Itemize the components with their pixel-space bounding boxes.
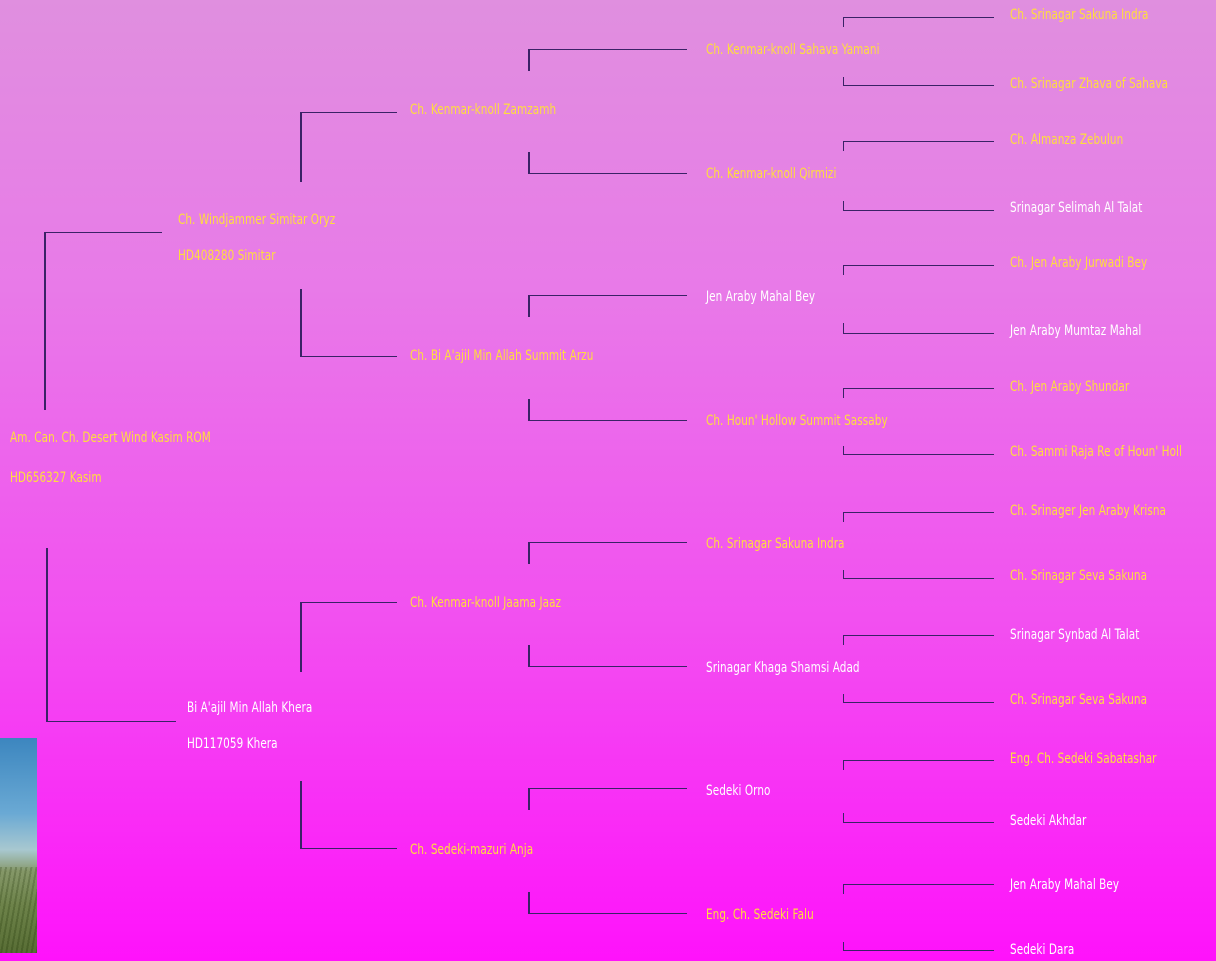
connector [843,201,844,210]
great-great-grandparent-name: Ch. Jen Araby Shundar [1010,379,1130,395]
connector [528,913,687,914]
connector [843,635,994,636]
great-great-grandparent-name: Srinagar Selimah Al Talat [1010,200,1143,216]
connector [843,77,844,85]
connector [843,813,844,822]
connector [843,265,844,275]
sire-name: Ch. Windjammer Simitar Oryz [178,212,336,228]
great-great-grandparent-name: Ch. Srinagar Seva Sakuna [1010,568,1148,584]
great-great-grandparent-name: Ch. Srinager Jen Araby Krisna [1010,503,1167,519]
great-grandparent-name: Srinagar Khaga Shamsi Adad [706,660,860,676]
great-great-grandparent-name: Ch. Almanza Zebulun [1010,132,1124,148]
great-great-grandparent-name: Ch. Sammi Raja Re of Houn' Holl [1010,444,1183,460]
connector [46,721,176,722]
great-grandparent-name: Ch. Srinagar Sakuna Indra [706,536,845,552]
connector [843,265,994,266]
grandparent-name: Ch. Bi A'ajil Min Allah Summit Arzu [410,348,594,364]
great-grandparent-name: Jen Araby Mahal Bey [706,289,816,305]
great-grandparent-name: Ch. Kenmar-knoll Qirmizi [706,166,837,182]
connector [843,760,844,770]
connector [843,942,844,950]
connector [843,884,844,894]
connector [843,446,844,454]
connector [843,635,844,645]
great-great-grandparent-name: Srinagar Synbad Al Talat [1010,627,1140,643]
connector [843,694,844,702]
connector [843,141,994,142]
connector [843,333,994,334]
connector [843,578,994,579]
connector [300,602,302,672]
connector [528,666,687,667]
connector [528,49,687,50]
connector [843,17,994,18]
great-grandparent-name: Eng. Ch. Sedeki Falu [706,907,814,923]
connector [44,232,46,410]
great-great-grandparent-name: Ch. Jen Araby Jurwadi Bey [1010,255,1148,271]
connector [843,210,994,211]
great-grandparent-name: Ch. Kenmar-knoll Sahava Yamani [706,42,880,58]
connector [528,295,687,296]
connector [528,152,530,173]
grandparent-name: Ch. Sedeki-mazuri Anja [410,842,534,858]
connector [843,760,994,761]
connector [528,49,530,71]
connector [300,781,302,849]
great-grandparent-name: Ch. Houn' Hollow Summit Sassaby [706,413,888,429]
sire-registration: HD408280 Simitar [178,248,276,264]
connector [843,702,994,703]
connector [528,173,687,174]
connector [528,420,687,421]
landscape-photo [0,738,37,953]
dam-name: Bi A'ajil Min Allah Khera [187,700,313,716]
connector [44,232,162,233]
connector [300,356,397,357]
connector [843,512,994,513]
connector [528,295,530,317]
great-grandparent-name: Sedeki Orno [706,783,771,799]
connector [528,542,687,543]
subject-name: Am. Can. Ch. Desert Wind Kasim ROM [10,430,211,446]
connector [843,323,844,333]
great-great-grandparent-name: Sedeki Akhdar [1010,813,1087,829]
connector [843,17,844,27]
connector [300,602,397,603]
connector [843,570,844,578]
grandparent-name: Ch. Kenmar-knoll Jaama Jaaz [410,595,562,611]
great-great-grandparent-name: Ch. Srinagar Seva Sakuna [1010,692,1148,708]
connector [843,85,994,86]
connector [843,822,994,823]
connector [843,950,994,951]
connector [300,112,302,182]
connector [528,788,530,810]
connector [300,289,302,357]
connector [300,848,397,849]
connector [528,892,530,913]
great-great-grandparent-name: Sedeki Dara [1010,942,1075,958]
great-great-grandparent-name: Jen Araby Mumtaz Mahal [1010,323,1142,339]
connector [843,388,844,398]
connector [843,141,844,151]
great-great-grandparent-name: Ch. Srinagar Sakuna Indra [1010,7,1149,23]
connector [528,788,687,789]
connector [46,548,48,722]
subject-registration: HD656327 Kasim [10,470,102,486]
connector [528,645,530,666]
connector [300,112,397,113]
connector [843,454,994,455]
connector [528,399,530,420]
connector [843,512,844,522]
connector [843,884,994,885]
great-great-grandparent-name: Ch. Srinagar Zhava of Sahava [1010,76,1169,92]
great-great-grandparent-name: Eng. Ch. Sedeki Sabatashar [1010,751,1157,767]
great-great-grandparent-name: Jen Araby Mahal Bey [1010,877,1120,893]
grandparent-name: Ch. Kenmar-knoll Zamzamh [410,102,557,118]
dam-registration: HD117059 Khera [187,736,278,752]
connector [528,542,530,564]
connector [843,388,994,389]
